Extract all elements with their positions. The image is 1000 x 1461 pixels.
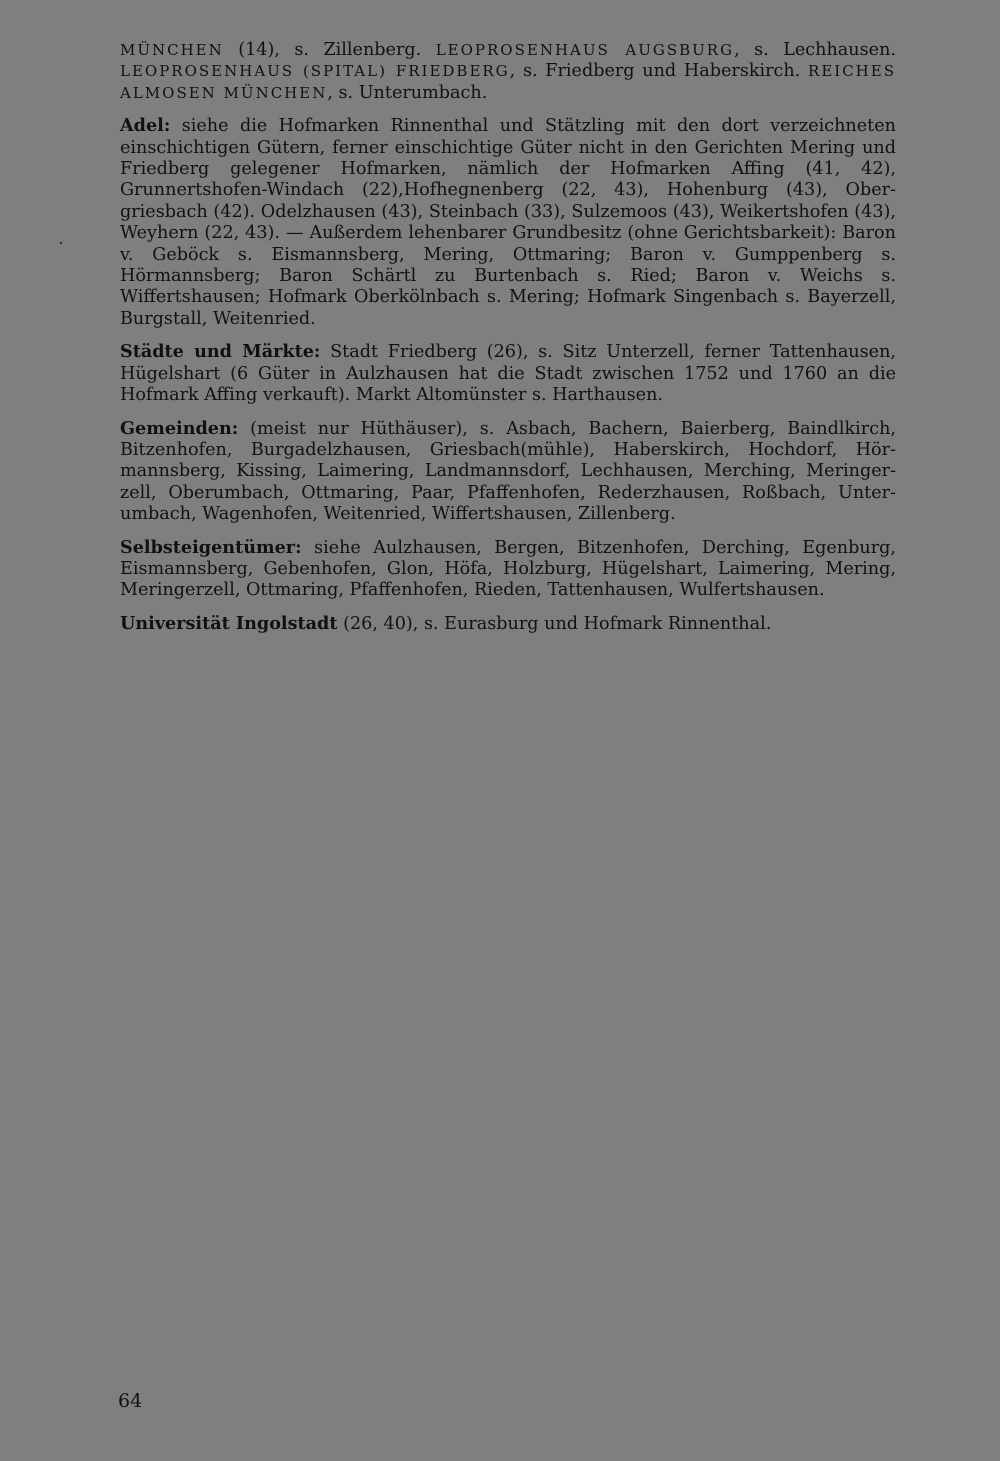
name-leprosy-house-augsburg: LEOPROSENHAUS AUGSBURG [435, 41, 735, 59]
section-staedte-heading: Städte und Märkte: [120, 341, 321, 363]
name-reiches-almosen: REICHES ALMOSEN MÜNCHEN [120, 62, 896, 102]
section-adel-heading: Adel: [120, 115, 171, 137]
section-universitaet [120, 613, 896, 635]
section-staedte-text: Stadt Friedberg (26), s. Sitz Unterzell, ferner Tattenhausen, Hügelshart (6 Güter in Aulzhausen hat die Stadt zwischen 1752 und 1760 an die Hofmark Affing verkauft). Markt Altomünster s. Harthausen. [120, 342, 897, 406]
intro-text-3: , s. Friedberg und Haberskirch. [509, 61, 809, 82]
intro-paragraph [120, 40, 896, 104]
section-adel-text: siehe die Hofmarken Rinnenthal und Stätzling mit den dort verzeichneten einschichtigen Gütern, ferner einschichtige Güter nicht in den Gerichten Mering und Friedberg gelegener Hofmarken, nämlich der Hofmarken Affing (41, 42), Grunnertshofen-Windach (22),Hofhegnenberg (22, 43), Hohenburg (43), Obergriesbach (42). Odelzhausen (43), Steinbach (33), Sulzemoos (43), Weikertshofen (43), Weyhern (22, 43). — Außerdem lehenbarer Grundbesitz (ohne Gerichtsbarkeit): Baron v. Geböck s. Eismannsberg, Mering, Ottmaring; Baron v. Gumppenberg s. Hörmannsberg; Baron Schärtl zu Burtenbach s. Ried; Baron v. Weichs s. Wiffertshausen; Hofmark Oberkölnbach s. Mering; Hofmark Singenbach s. Bayerzell, Burgstall, Weitenried. [120, 116, 896, 329]
page-body [120, 40, 896, 646]
intro-text-4: , s. Unterumbach. [327, 82, 488, 103]
intro-text-2: , s. Lechhausen. [734, 40, 896, 60]
section-gemeinden-text: (meist nur Hüthäuser), s. Asbach, Bachern, Baierberg, Baindlkirch, Bitzenhofen, Burgadelzhausen, Griesbach(mühle), Haberskirch, Hochdorf, Hörmannsberg, Kissing, Laimering, Landmannsdorf, Lechhausen, Merching, Meringerzell, Oberumbach, Ottmaring, Paar, Pfaffenhofen, Rederzhausen, Roßbach, Unterumbach, Wagenhofen, Weitenried, Wiffertshausen, Zillenberg. [120, 418, 896, 525]
page-number: 64 [118, 1390, 143, 1412]
name-leprosy-house-friedberg: LEOPROSENHAUS (SPITAL) FRIEDBERG [120, 62, 510, 81]
section-selbsteigentuemer-text: siehe Aulzhausen, Bergen, Bitzenhofen, Derching, Egenburg, Eismannsberg, Gebenhofen, Glon, Höfa, Holzburg, Hügelshart, Laimering, Mering, Meringerzell, Ottmaring, Pfaffenhofen, Rieden, Tattenhausen, Wulfertshausen. [120, 537, 896, 601]
section-universitaet-text: (26, 40), s. Eurasburg und Hofmark Rinnenthal. [337, 613, 772, 634]
margin-speck [60, 242, 62, 244]
section-selbsteigentuemer-heading: Selbsteigentümer: [120, 536, 302, 558]
section-gemeinden-heading: Gemeinden: [120, 417, 239, 439]
section-adel [120, 115, 896, 330]
section-gemeinden [120, 418, 896, 526]
section-staedte [120, 341, 896, 406]
intro-text-1: (14), s. Zillenberg. [223, 40, 436, 60]
section-universitaet-heading: Universität Ingolstadt [120, 612, 338, 634]
section-selbsteigentuemer [120, 537, 896, 602]
name-muenchen: MÜNCHEN [120, 41, 224, 59]
